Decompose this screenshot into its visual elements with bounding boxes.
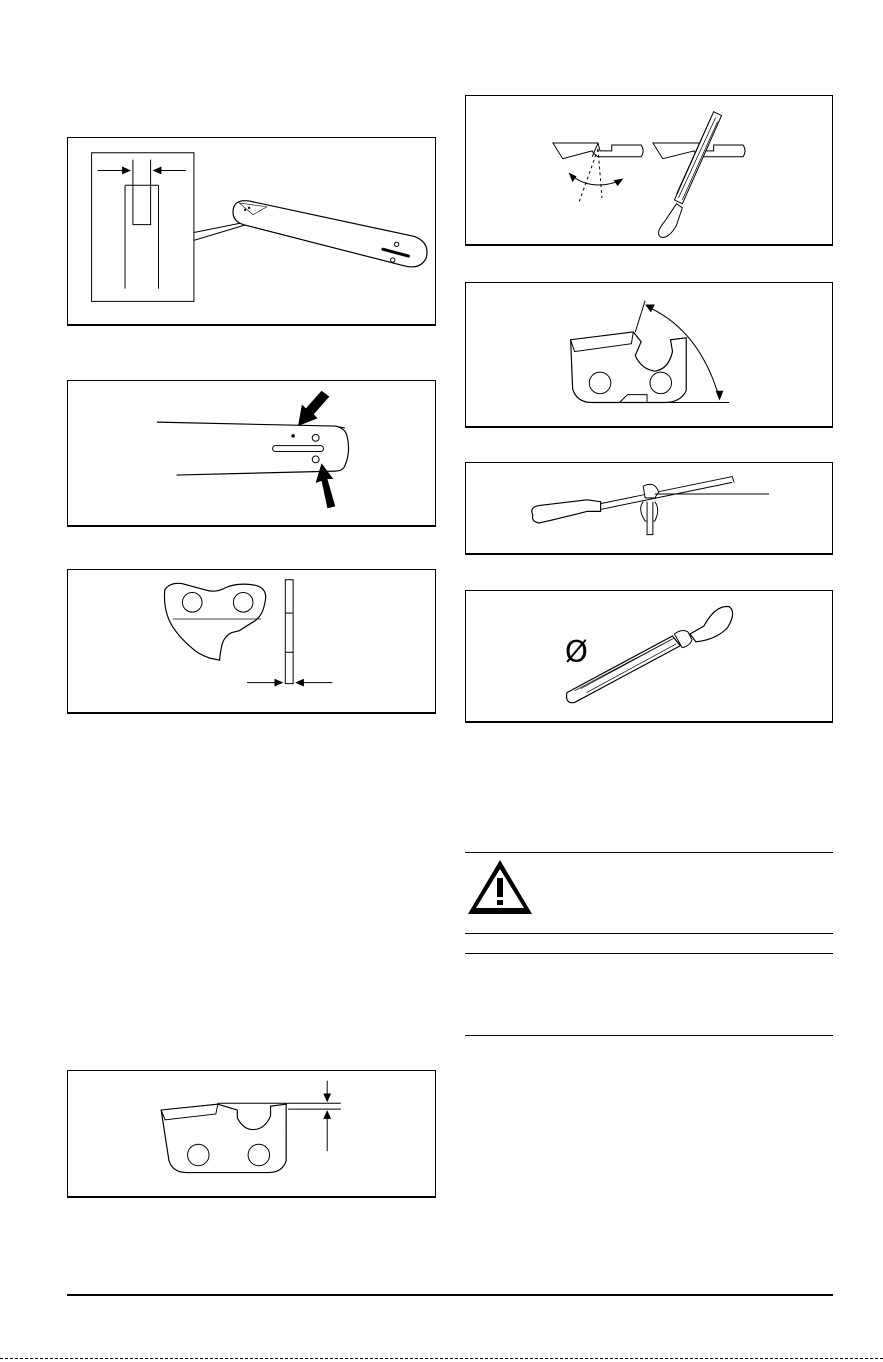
figure-depth-gauge-setting — [67, 1070, 436, 1198]
warning-inner-rule — [465, 953, 833, 954]
figure-file-holder — [465, 462, 833, 555]
warning-top-rule — [465, 852, 833, 853]
round-file-diameter-illustration — [466, 591, 832, 721]
figure-cutter-top-plate-angle — [465, 282, 833, 428]
diameter-symbol: Ø — [564, 634, 589, 669]
guide-bar-oil-holes-illustration — [68, 381, 435, 525]
guide-bar-groove-width-illustration — [68, 138, 435, 324]
figure-bar-groove-width — [67, 137, 436, 326]
drive-link-gauge-illustration — [68, 570, 435, 712]
figure-filing-angle — [465, 95, 833, 246]
figure-round-file-diameter — [465, 590, 833, 723]
warning-triangle-icon — [466, 858, 534, 916]
file-holder-illustration — [466, 463, 832, 553]
figure-drive-link-gauge — [67, 569, 436, 714]
page-cut-line — [0, 1358, 883, 1359]
footer-rule — [67, 1294, 833, 1296]
filing-angle-illustration — [466, 96, 832, 244]
warning-bottom-rule — [465, 1035, 833, 1036]
depth-gauge-illustration — [68, 1071, 435, 1196]
figure-bar-nose-lube-holes — [67, 380, 436, 527]
top-plate-angle-illustration — [466, 283, 832, 426]
warning-separator-rule — [465, 933, 833, 934]
